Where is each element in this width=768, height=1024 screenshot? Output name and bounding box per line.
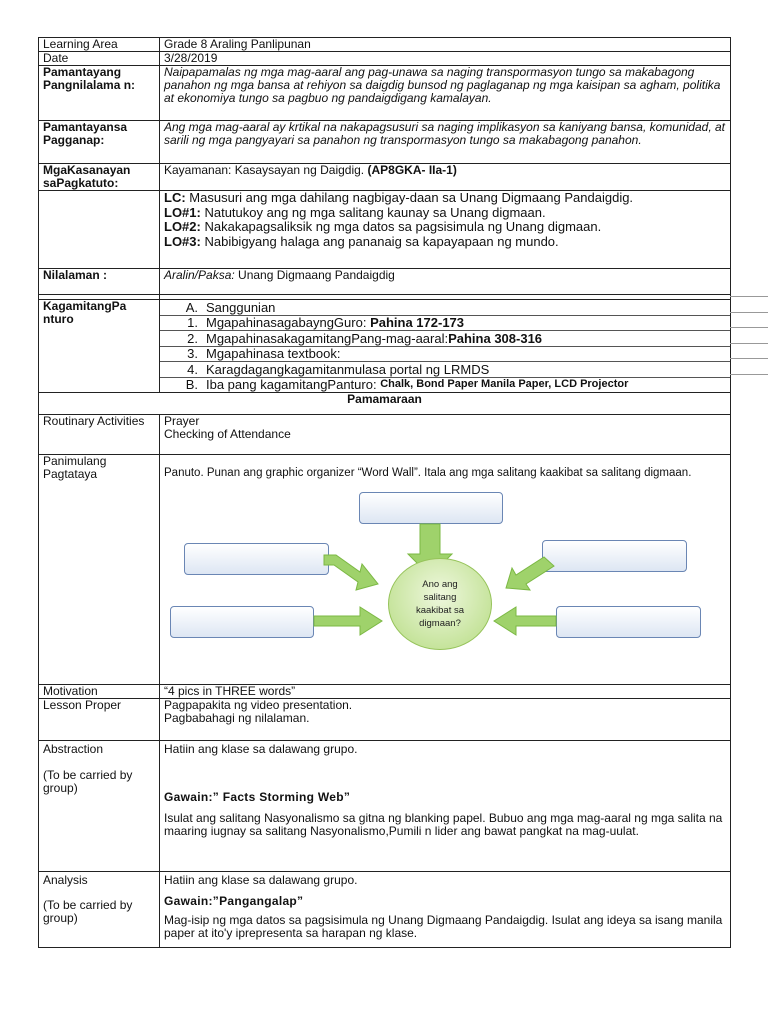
kagamitan-item-number: A. (185, 299, 198, 315)
kagamitan-item (160, 331, 730, 347)
objective-tag: LO#1: (164, 204, 201, 220)
objective-item (164, 206, 726, 221)
lesson-proper-label: Lesson Proper (39, 699, 160, 741)
word-wall-diagram (164, 480, 726, 628)
panimulang-cell (160, 455, 731, 685)
pamantayan-sa-pagganap-text: Ang mga mag-aaral ay krtikal na nakapagsusuri sa naging implikasyon sa kaniyang bansa, komunidad, at sarili ng mga pangyayari sa panahon ng transpormasyon tungo sa makabagong panahon. (160, 121, 731, 164)
nilalaman-cell (160, 269, 731, 295)
nilalaman-text: Unang Digmaang Pandaigdig (238, 268, 395, 282)
abstraction-sublabel: (To be carried by group) (43, 768, 133, 795)
analysis-cell (160, 872, 731, 948)
objective-text: Natutukoy ang ng mga salitang kaunay sa Unang digmaan. (204, 204, 546, 220)
kagamitan-item-bold: Pahina 172-173 (370, 315, 465, 331)
nilalaman-label: Nilalaman : (39, 269, 160, 295)
abstraction-row (39, 741, 731, 872)
routinary-line-1: Prayer (164, 414, 200, 428)
routinary-row (39, 415, 731, 455)
pamantayang-pangnilalaman-row (39, 66, 731, 121)
analysis-row (39, 872, 731, 948)
kagamitan-item (160, 347, 730, 363)
kagamitan-item-text: MgapahinasagabayngGuro: (206, 315, 371, 331)
kagamitan-item-number: 3. (187, 346, 198, 362)
pamantayan-sa-pagganap-label: Pamantayansa Pagganap: (39, 121, 160, 164)
kagamitan-list (164, 300, 726, 392)
panimulang-instruction: Panuto. Punan ang graphic organizer “Word Wall”. Itala ang mga salitang kaakibat sa salitang digmaan. (164, 467, 692, 479)
routinary-line-2: Checking of Attendance (164, 427, 291, 441)
analysis-gawain: Gawain:”Pangangalap” (164, 894, 304, 908)
nilalaman-prefix: Aralin/Paksa: (164, 268, 235, 282)
kagamitan-item (160, 316, 730, 332)
motivation-text: “4 pics in THREE words” (160, 685, 731, 699)
analysis-sublabel: (To be carried by group) (43, 898, 133, 925)
arrow-left-top-icon (506, 557, 554, 590)
routinary-cell (160, 415, 731, 455)
objective-tag: LO#2: (164, 219, 201, 234)
kasanayan-cell (160, 164, 731, 191)
objective-item (164, 191, 726, 206)
lesson-plan-table (38, 37, 731, 948)
kagamitan-item (160, 362, 730, 378)
pamantayang-pangnilalaman-label: Pamantayang Pangnilalama n: (39, 66, 160, 121)
objectives-cell (160, 191, 731, 269)
kagamitan-row (39, 300, 731, 393)
kagamitan-label: KagamitangPa nturo (39, 300, 160, 393)
objective-text: Nakakapagsaliksik ng mga datos sa pagsisimula ng Unang digmaan. (204, 219, 602, 234)
learning-area-value: Grade 8 Araling Panlipunan (160, 38, 731, 52)
kagamitan-item-text: Karagdagangkagamitanmulasa portal ng LRMDS (206, 361, 490, 377)
objective-item (164, 220, 726, 235)
analysis-intro: Hatiin ang klase sa dalawang grupo. (164, 873, 358, 887)
kagamitan-item-text: Iba pang kagamitangPanturo: (206, 377, 381, 393)
analysis-label: Analysis (43, 873, 88, 887)
analysis-text: Mag-isip ng mga datos sa pagsisimula ng Unang Digmaang Pandaigdig. Isulat ang ideya sa isang manila paper at ito'y iprepresenta sa harapan ng klase. (164, 913, 723, 940)
pamamaraan-row (39, 393, 731, 415)
kagamitan-item-bold: Pahina 308-316 (448, 330, 543, 346)
objective-tag: LC: (164, 190, 186, 205)
date-row (39, 52, 731, 66)
kagamitan-item-number: 2. (187, 330, 198, 346)
objective-tag: LO#3: (164, 233, 201, 249)
abstraction-gawain: Gawain:” Facts Storming Web” (164, 790, 351, 804)
objective-text: Nabibigyang halaga ang pananaig sa kapayapaan ng mundo. (204, 233, 559, 249)
nilalaman-row (39, 269, 731, 295)
kasanayan-text: Kayamanan: Kasaysayan ng Daigdig. (164, 163, 365, 177)
kagamitan-item-number: 4. (187, 361, 198, 377)
motivation-row (39, 685, 731, 699)
kagamitan-item (160, 378, 730, 393)
kasanayan-row (39, 164, 731, 191)
date-label: Date (39, 52, 160, 66)
word-wall-center-text: Ano ang salitang kaakibat sa digmaan? (415, 579, 465, 629)
abstraction-text: Isulat ang salitang Nasyonalismo sa gitna ng blanking papel. Bubuo ang mga mag-aaral ng mga salita na maaring iugnay sa salitang Nasyonalismo,Pumili n lider ang bawat pangkat na mag-uulat. (164, 811, 723, 838)
overflow-table-lines (730, 296, 768, 389)
kagamitan-item-text: Sanggunian (206, 299, 276, 315)
kasanayan-code: (AP8GKA- IIa-1) (367, 163, 457, 177)
kagamitan-item-bold: Chalk, Bond Paper Manila Paper, LCD Projector (380, 378, 629, 391)
learning-area-row (39, 38, 731, 52)
objectives-label-cell (39, 191, 160, 269)
kagamitan-item-text: Mgapahinasa textbook: (206, 346, 341, 362)
pamamaraan-title: Pamamaraan (39, 393, 731, 415)
objectives-list (164, 191, 726, 249)
kagamitan-cell (160, 300, 731, 393)
arrow-right-top-icon (324, 555, 378, 590)
learning-area-label: Learning Area (39, 38, 160, 52)
abstraction-label-cell (39, 741, 160, 872)
routinary-label: Routinary Activities (39, 415, 160, 455)
date-value: 3/28/2019 (160, 52, 731, 66)
abstraction-intro: Hatiin ang klase sa dalawang grupo. (164, 742, 358, 756)
kagamitan-item-number: 1. (187, 315, 198, 331)
lesson-plan-document (38, 37, 730, 948)
kagamitan-item (160, 300, 730, 316)
panimulang-row (39, 455, 731, 685)
arrow-right-bottom-icon (314, 607, 382, 635)
objective-item (164, 235, 726, 250)
kasanayan-label: MgaKasanayan saPagkatuto: (39, 164, 160, 191)
objective-text: Masusuri ang mga dahilang nagbigay-daan sa Unang Digmaang Pandaigdig. (189, 190, 634, 205)
lesson-proper-cell (160, 699, 731, 741)
word-wall-center-circle (388, 558, 492, 650)
objectives-row (39, 191, 731, 269)
pamantayan-sa-pagganap-row (39, 121, 731, 164)
lesson-proper-line-2: Pagbabahagi ng nilalaman. (164, 711, 310, 725)
analysis-label-cell (39, 872, 160, 948)
lesson-proper-row (39, 699, 731, 741)
lesson-proper-line-1: Pagpapakita ng video presentation. (164, 698, 353, 712)
arrow-left-bottom-icon (494, 607, 556, 635)
kagamitan-item-text: MgapahinasakagamitangPang-mag-aaral: (206, 330, 449, 346)
panimulang-label: Panimulang Pagtataya (39, 455, 160, 685)
abstraction-cell (160, 741, 731, 872)
pamantayang-pangnilalaman-text: Naipapamalas ng mga mag-aaral ang pag-unawa sa naging transpormasyon tungo sa makabagong panahon ng mga bansa at rehiyon sa daigdig bunsod ng paglaganap ng mga kaisipan sa agham, politika at ekonomiya tungo sa pagbuo ng pandaigdigang kamalayan. (160, 66, 731, 121)
kagamitan-item-number: B. (185, 377, 198, 393)
motivation-label: Motivation (39, 685, 160, 699)
abstraction-label: Abstraction (43, 742, 104, 756)
